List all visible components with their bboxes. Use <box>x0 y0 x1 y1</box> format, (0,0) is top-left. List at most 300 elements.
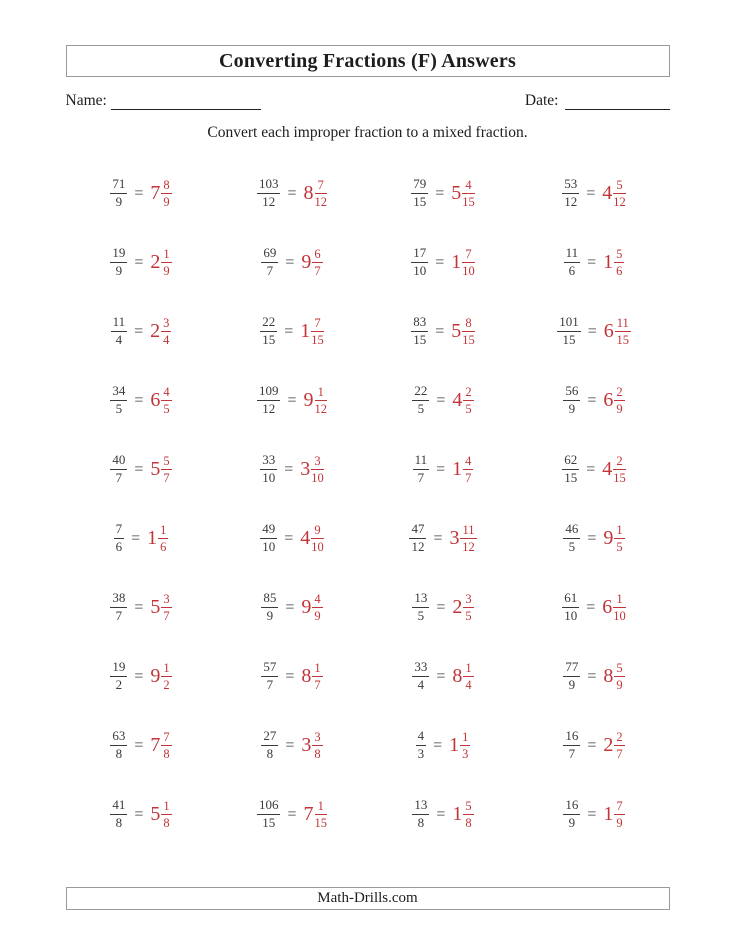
equals-sign: = <box>436 460 446 478</box>
answer-whole-number: 7 <box>303 803 314 825</box>
improper-fraction <box>563 660 580 692</box>
problem <box>519 435 670 504</box>
equals-sign: = <box>586 460 596 478</box>
answer-whole-number: 4 <box>452 389 463 411</box>
answer-denominator: 2 <box>163 678 170 692</box>
improper-denominator: 9 <box>115 263 123 278</box>
answer-numerator: 4 <box>462 178 475 194</box>
problem <box>217 228 368 297</box>
equals-sign: = <box>435 184 445 202</box>
problem <box>519 642 670 711</box>
problem <box>217 780 368 849</box>
improper-numerator: 17 <box>411 246 428 263</box>
answer-denominator: 6 <box>160 540 167 554</box>
improper-fraction <box>564 246 581 278</box>
problem <box>519 228 670 297</box>
improper-fraction <box>261 246 278 278</box>
improper-fraction <box>562 591 579 623</box>
equals-sign: = <box>285 736 295 754</box>
answer-denominator: 7 <box>163 609 170 623</box>
answer-fraction-part <box>161 592 171 623</box>
answer-fraction-part <box>161 247 171 278</box>
improper-denominator: 7 <box>266 263 274 278</box>
equals-sign: = <box>587 322 597 340</box>
answer-numerator: 1 <box>616 523 623 537</box>
equals-sign: = <box>285 598 295 616</box>
answer-numerator: 5 <box>616 661 623 675</box>
answer-fraction-part <box>463 385 473 416</box>
name-input-line[interactable] <box>111 93 261 110</box>
answer-whole-number: 6 <box>150 389 161 411</box>
improper-fraction <box>412 384 429 416</box>
improper-denominator: 8 <box>115 746 123 761</box>
answer-fraction-part <box>613 454 626 485</box>
improper-numerator: 4 <box>416 729 427 746</box>
answer-whole-number: 5 <box>150 596 161 618</box>
answer-whole-number: 9 <box>301 251 312 273</box>
improper-fraction <box>411 246 428 278</box>
improper-denominator: 10 <box>262 470 276 485</box>
answer-fraction-part <box>614 661 624 692</box>
improper-numerator: 16 <box>563 798 580 815</box>
answer-numerator: 4 <box>314 592 321 606</box>
problem <box>519 297 670 366</box>
answer-whole-number: 7 <box>150 182 161 204</box>
improper-numerator: 56 <box>563 384 580 401</box>
improper-fraction <box>563 522 580 554</box>
improper-denominator: 8 <box>417 815 425 830</box>
title-box <box>66 45 670 77</box>
equals-sign: = <box>134 805 144 823</box>
problem <box>66 642 217 711</box>
answer-fraction-part <box>613 178 626 209</box>
improper-numerator: 33 <box>260 453 277 470</box>
improper-fraction <box>562 177 579 209</box>
improper-denominator: 5 <box>417 608 425 623</box>
improper-denominator: 12 <box>411 539 425 554</box>
improper-fraction <box>411 177 428 209</box>
answer-whole-number: 1 <box>147 527 158 549</box>
problem <box>519 780 670 849</box>
improper-fraction <box>110 453 127 485</box>
improper-fraction <box>110 591 127 623</box>
answer-fraction-part <box>311 316 324 347</box>
answer-numerator: 1 <box>163 661 170 675</box>
answer-denominator: 15 <box>616 333 629 347</box>
equals-sign: = <box>134 322 144 340</box>
improper-fraction <box>260 453 277 485</box>
answer-denominator: 6 <box>616 264 623 278</box>
answer-whole-number: 9 <box>303 389 314 411</box>
improper-denominator: 9 <box>568 677 576 692</box>
improper-denominator: 15 <box>262 815 276 830</box>
answer-whole-number: 1 <box>452 803 463 825</box>
answer-denominator: 8 <box>163 816 170 830</box>
answer-numerator: 1 <box>160 523 167 537</box>
improper-denominator: 7 <box>417 470 425 485</box>
equals-sign: = <box>287 391 297 409</box>
improper-denominator: 7 <box>568 746 576 761</box>
equals-sign: = <box>285 253 295 271</box>
footer-site-name: Math-Drills.com <box>317 890 418 906</box>
instruction-text: Convert each improper fraction to a mixed fraction. <box>207 124 528 141</box>
problem <box>368 573 519 642</box>
answer-numerator: 7 <box>315 178 328 194</box>
improper-numerator: 71 <box>110 177 127 194</box>
answer-whole-number: 5 <box>150 458 161 480</box>
answer-numerator: 3 <box>163 592 170 606</box>
answer-whole-number: 1 <box>603 803 614 825</box>
answer-fraction-part <box>161 385 171 416</box>
answer-fraction-part <box>614 247 624 278</box>
answer-whole-number: 2 <box>150 320 161 342</box>
problem <box>519 504 670 573</box>
answer-fraction-part <box>161 178 171 209</box>
improper-numerator: 22 <box>260 315 277 332</box>
answer-numerator: 3 <box>465 592 472 606</box>
answer-fraction-part <box>315 385 328 416</box>
answer-numerator: 11 <box>616 316 629 330</box>
answer-denominator: 7 <box>314 678 321 692</box>
equals-sign: = <box>435 253 445 271</box>
problem <box>519 159 670 228</box>
improper-fraction <box>563 384 580 416</box>
answer-fraction-part <box>161 799 171 830</box>
problem <box>368 711 519 780</box>
improper-numerator: 101 <box>557 315 581 332</box>
answer-whole-number: 1 <box>603 251 614 273</box>
answer-denominator: 4 <box>465 678 472 692</box>
equals-sign: = <box>134 253 144 271</box>
improper-fraction <box>261 591 278 623</box>
equals-sign: = <box>287 184 297 202</box>
problem <box>368 159 519 228</box>
equals-sign: = <box>587 805 597 823</box>
improper-fraction <box>257 384 281 416</box>
answer-numerator: 3 <box>163 316 170 330</box>
answer-fraction-part <box>311 454 324 485</box>
answer-denominator: 9 <box>616 678 623 692</box>
improper-numerator: 47 <box>409 522 426 539</box>
date-input-line[interactable] <box>565 93 670 110</box>
answer-whole-number: 2 <box>452 596 463 618</box>
answer-numerator: 2 <box>613 454 626 470</box>
problem <box>368 297 519 366</box>
answer-fraction-part <box>460 730 470 761</box>
answer-whole-number: 8 <box>452 665 463 687</box>
answer-numerator: 3 <box>314 730 321 744</box>
answer-denominator: 10 <box>311 540 324 554</box>
improper-numerator: 38 <box>110 591 127 608</box>
answer-whole-number: 3 <box>449 527 460 549</box>
answer-denominator: 9 <box>314 609 321 623</box>
improper-fraction <box>412 660 429 692</box>
answer-denominator: 10 <box>462 264 475 278</box>
improper-fraction <box>562 453 579 485</box>
improper-denominator: 7 <box>266 677 274 692</box>
answer-whole-number: 2 <box>603 734 614 756</box>
improper-numerator: 22 <box>412 384 429 401</box>
answer-fraction-part <box>312 247 322 278</box>
answer-whole-number: 2 <box>150 251 161 273</box>
answer-fraction-part <box>462 247 475 278</box>
answer-numerator: 8 <box>163 178 170 192</box>
problem <box>66 228 217 297</box>
answer-numerator: 3 <box>311 454 324 470</box>
answer-whole-number: 6 <box>603 389 614 411</box>
equals-sign: = <box>586 598 596 616</box>
answer-numerator: 4 <box>465 454 472 468</box>
equals-sign: = <box>587 391 597 409</box>
equals-sign: = <box>587 529 597 547</box>
improper-fraction <box>412 591 429 623</box>
improper-numerator: 85 <box>261 591 278 608</box>
answer-whole-number: 9 <box>150 665 161 687</box>
improper-numerator: 57 <box>261 660 278 677</box>
answer-fraction-part <box>614 730 624 761</box>
answer-numerator: 1 <box>315 799 328 815</box>
improper-numerator: 16 <box>563 729 580 746</box>
answer-numerator: 4 <box>163 385 170 399</box>
footer-box <box>66 887 670 910</box>
improper-fraction <box>416 729 427 761</box>
problems-grid <box>66 159 670 849</box>
improper-numerator: 11 <box>111 315 128 332</box>
improper-numerator: 33 <box>412 660 429 677</box>
answer-denominator: 8 <box>314 747 321 761</box>
improper-numerator: 62 <box>562 453 579 470</box>
improper-numerator: 49 <box>260 522 277 539</box>
problem <box>66 159 217 228</box>
answer-fraction-part <box>463 799 473 830</box>
improper-numerator: 27 <box>261 729 278 746</box>
improper-numerator: 19 <box>110 246 127 263</box>
answer-numerator: 1 <box>163 799 170 813</box>
improper-denominator: 10 <box>413 263 427 278</box>
equals-sign: = <box>134 598 144 616</box>
improper-fraction <box>110 729 127 761</box>
answer-numerator: 5 <box>613 178 626 194</box>
answer-denominator: 9 <box>616 816 623 830</box>
equals-sign: = <box>586 184 596 202</box>
equals-sign: = <box>587 667 597 685</box>
answer-fraction-part <box>161 316 171 347</box>
improper-denominator: 12 <box>262 401 276 416</box>
answer-numerator: 1 <box>163 247 170 261</box>
improper-denominator: 15 <box>262 332 276 347</box>
improper-numerator: 11 <box>413 453 430 470</box>
answer-whole-number: 1 <box>452 458 463 480</box>
answer-whole-number: 5 <box>451 182 462 204</box>
improper-denominator: 2 <box>115 677 123 692</box>
improper-denominator: 9 <box>568 401 576 416</box>
answer-denominator: 10 <box>311 471 324 485</box>
improper-fraction <box>563 729 580 761</box>
answer-whole-number: 7 <box>150 734 161 756</box>
answer-numerator: 9 <box>311 523 324 539</box>
improper-numerator: 34 <box>110 384 127 401</box>
problem <box>217 366 368 435</box>
answer-denominator: 9 <box>616 402 623 416</box>
answer-whole-number: 5 <box>451 320 462 342</box>
equals-sign: = <box>587 736 597 754</box>
improper-numerator: 19 <box>110 660 127 677</box>
improper-numerator: 103 <box>257 177 281 194</box>
page-title: Converting Fractions (F) Answers <box>219 49 516 72</box>
answer-denominator: 9 <box>163 195 170 209</box>
improper-numerator: 46 <box>563 522 580 539</box>
problem <box>217 435 368 504</box>
name-date-row <box>66 90 670 110</box>
problem <box>66 711 217 780</box>
answer-whole-number: 3 <box>300 458 311 480</box>
answer-denominator: 5 <box>465 402 472 416</box>
answer-denominator: 8 <box>465 816 472 830</box>
problem <box>519 573 670 642</box>
improper-denominator: 5 <box>417 401 425 416</box>
answer-fraction-part <box>614 523 624 554</box>
problem <box>217 711 368 780</box>
problem <box>66 297 217 366</box>
problem <box>66 573 217 642</box>
answer-numerator: 11 <box>462 523 475 537</box>
improper-fraction <box>110 177 127 209</box>
improper-fraction <box>260 315 277 347</box>
answer-numerator: 2 <box>616 730 623 744</box>
answer-fraction-part <box>161 661 171 692</box>
answer-fraction-part <box>463 454 473 485</box>
problem <box>519 711 670 780</box>
answer-fraction-part <box>161 454 171 485</box>
problem <box>66 366 217 435</box>
improper-fraction <box>110 798 127 830</box>
answer-whole-number: 8 <box>301 665 312 687</box>
answer-denominator: 15 <box>462 333 475 347</box>
answer-denominator: 15 <box>311 333 324 347</box>
improper-numerator: 7 <box>114 522 125 539</box>
equals-sign: = <box>284 322 294 340</box>
answer-whole-number: 1 <box>300 320 311 342</box>
equals-sign: = <box>285 667 295 685</box>
equals-sign: = <box>284 529 294 547</box>
answer-fraction-part <box>460 523 476 554</box>
answer-whole-number: 1 <box>451 251 462 273</box>
answer-fraction-part <box>614 385 624 416</box>
answer-whole-number: 4 <box>300 527 311 549</box>
improper-fraction <box>257 177 281 209</box>
answer-denominator: 10 <box>613 609 626 623</box>
problem <box>368 366 519 435</box>
improper-fraction <box>411 315 428 347</box>
improper-fraction <box>409 522 426 554</box>
improper-fraction <box>261 660 278 692</box>
problem <box>217 573 368 642</box>
answer-fraction-part <box>315 799 328 830</box>
problem <box>66 435 217 504</box>
improper-denominator: 15 <box>562 332 576 347</box>
answer-numerator: 8 <box>462 316 475 332</box>
problem <box>519 366 670 435</box>
improper-fraction <box>563 798 580 830</box>
improper-denominator: 5 <box>568 539 576 554</box>
improper-denominator: 8 <box>266 746 274 761</box>
worksheet-page <box>66 0 670 910</box>
improper-fraction <box>261 729 278 761</box>
problem <box>66 780 217 849</box>
answer-fraction-part <box>158 523 168 554</box>
answer-numerator: 7 <box>462 247 475 263</box>
answer-whole-number: 3 <box>301 734 312 756</box>
equals-sign: = <box>134 667 144 685</box>
equals-sign: = <box>433 529 443 547</box>
problem <box>368 780 519 849</box>
answer-whole-number: 8 <box>303 182 314 204</box>
answer-fraction-part <box>613 592 626 623</box>
problem <box>368 435 519 504</box>
improper-denominator: 6 <box>115 539 123 554</box>
equals-sign: = <box>436 598 446 616</box>
problem <box>66 504 217 573</box>
answer-fraction-part <box>315 178 328 209</box>
improper-fraction <box>257 798 281 830</box>
improper-numerator: 13 <box>412 591 429 608</box>
answer-fraction-part <box>463 592 473 623</box>
answer-denominator: 7 <box>616 747 623 761</box>
answer-denominator: 3 <box>462 747 469 761</box>
improper-numerator: 106 <box>257 798 281 815</box>
improper-denominator: 4 <box>115 332 123 347</box>
equals-sign: = <box>131 529 141 547</box>
answer-numerator: 1 <box>314 661 321 675</box>
improper-denominator: 15 <box>413 194 427 209</box>
equals-sign: = <box>433 736 443 754</box>
answer-denominator: 15 <box>314 816 328 830</box>
improper-numerator: 11 <box>564 246 581 263</box>
answer-fraction-part <box>311 523 324 554</box>
answer-fraction-part <box>312 730 322 761</box>
improper-numerator: 79 <box>411 177 428 194</box>
answer-whole-number: 4 <box>602 182 613 204</box>
improper-fraction <box>260 522 277 554</box>
improper-denominator: 10 <box>262 539 276 554</box>
answer-fraction-part <box>312 661 322 692</box>
answer-denominator: 5 <box>616 540 623 554</box>
answer-numerator: 1 <box>315 385 328 401</box>
improper-numerator: 77 <box>563 660 580 677</box>
answer-numerator: 7 <box>163 730 170 744</box>
answer-denominator: 7 <box>314 264 321 278</box>
improper-fraction <box>114 522 125 554</box>
answer-denominator: 4 <box>163 333 170 347</box>
answer-numerator: 2 <box>616 385 623 399</box>
answer-whole-number: 9 <box>301 596 312 618</box>
answer-denominator: 7 <box>465 471 472 485</box>
answer-numerator: 7 <box>616 799 623 813</box>
improper-denominator: 12 <box>564 194 578 209</box>
answer-whole-number: 5 <box>150 803 161 825</box>
improper-denominator: 3 <box>417 746 425 761</box>
problem <box>217 297 368 366</box>
answer-numerator: 1 <box>465 661 472 675</box>
answer-numerator: 5 <box>163 454 170 468</box>
problem <box>217 504 368 573</box>
equals-sign: = <box>587 253 597 271</box>
improper-denominator: 7 <box>115 470 123 485</box>
equals-sign: = <box>436 805 446 823</box>
improper-denominator: 15 <box>564 470 578 485</box>
equals-sign: = <box>436 667 446 685</box>
answer-numerator: 2 <box>465 385 472 399</box>
